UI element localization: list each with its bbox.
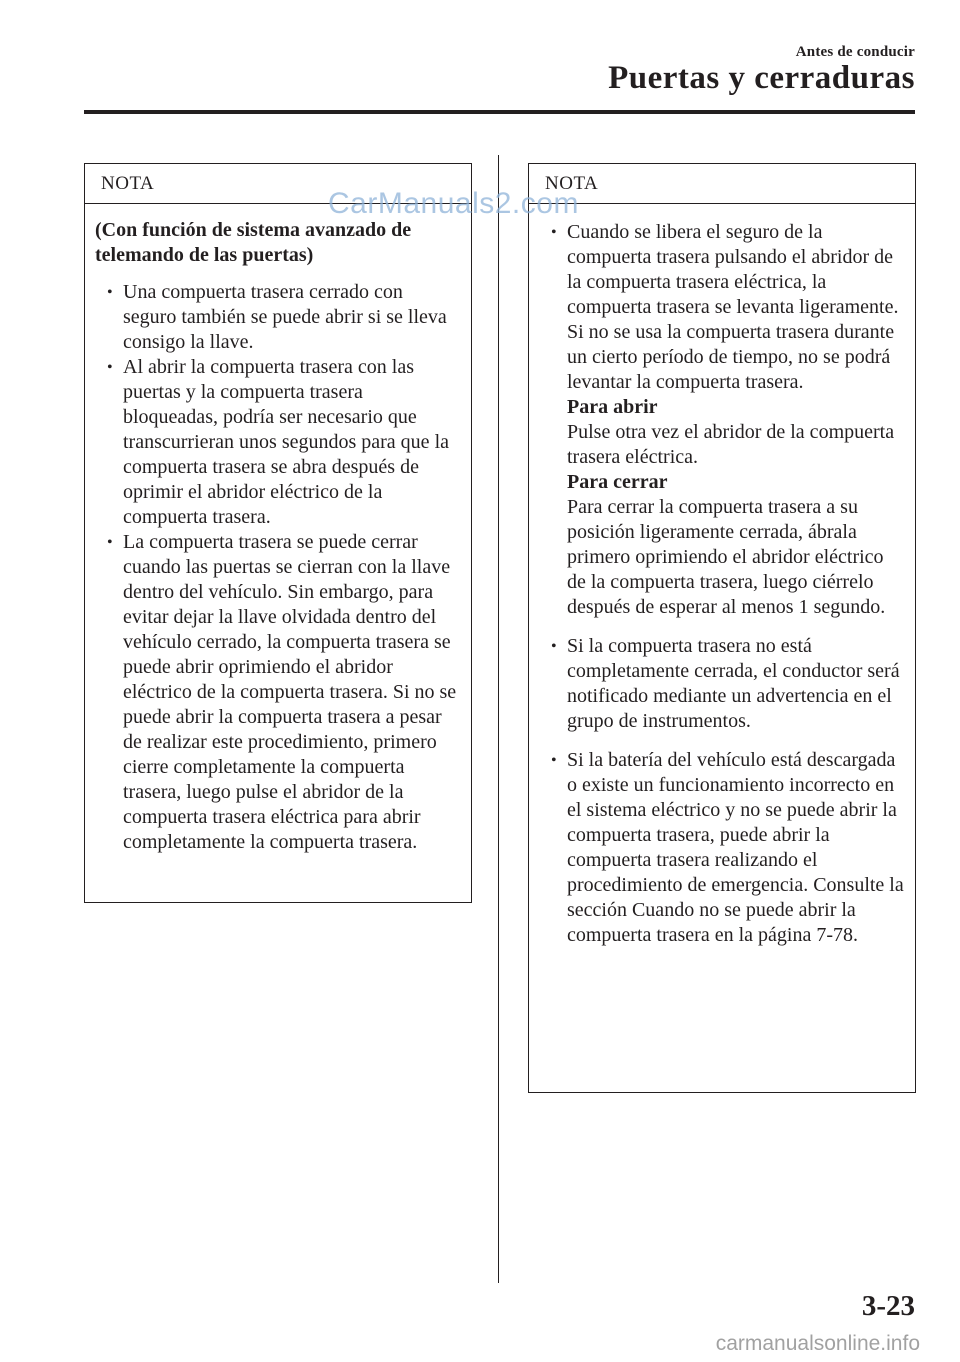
list-item-text: La compuerta trasera se puede cerrar cuando las puertas se cierran con la llave dentro del vehículo. Sin embargo, para evitar dejar la llave olvidada dentro del vehículo cerrado, la compuerta trasera se puede abrir oprimiendo el abridor eléctrico de la compuerta trasera. Si no se puede abrir la compuerta trasera a pesar de realizar este procedimiento, primero cierre completamente la compuerta trasera, luego pulse el abridor de la compuerta trasera eléctrica para abrir completamente la compuerta trasera. bbox=[123, 531, 457, 853]
note-body bbox=[529, 204, 915, 948]
list-item bbox=[539, 634, 905, 734]
page-number: 3-23 bbox=[861, 1290, 915, 1322]
list-item bbox=[539, 748, 905, 948]
list-item bbox=[95, 280, 461, 355]
note-heading: NOTA bbox=[85, 164, 471, 204]
list-item bbox=[95, 355, 461, 530]
close-text: Para cerrar la compuerta trasera a su posición ligeramente cerrada, ábrala primero oprimiendo el abridor eléctrico de la compuerta trasera, luego ciérrelo después de esperar al menos 1 segundo. bbox=[567, 496, 886, 618]
section-label: Antes de conducir bbox=[795, 44, 915, 60]
close-heading: Para cerrar bbox=[567, 471, 668, 493]
bullet: • bbox=[551, 752, 557, 769]
watermark: CarManuals2.com bbox=[328, 187, 579, 220]
bullet: • bbox=[107, 284, 113, 301]
list-item bbox=[95, 530, 461, 855]
bullet: • bbox=[107, 534, 113, 551]
list-item-text: Al abrir la compuerta trasera con las puertas y la compuerta trasera bloqueadas, podría ser necesario que transcurrieran unos segundos para que la compuerta trasera se abra después de oprimir el abridor eléctrico de la compuerta trasera. bbox=[123, 356, 449, 528]
open-heading: Para abrir bbox=[567, 396, 658, 418]
bullet: • bbox=[551, 638, 557, 655]
note-subheading: (Con función de sistema avanzado de telemando de las puertas) bbox=[95, 219, 412, 266]
note-body bbox=[85, 204, 471, 855]
list-item-text: Cuando se libera el seguro de la compuerta trasera pulsando el abridor de la compuerta trasera eléctrica, la compuerta trasera se levanta ligeramente. Si no se usa la compuerta trasera durante un cierto período de tiempo, no se podrá levantar la compuerta trasera. bbox=[567, 221, 899, 393]
column-divider bbox=[498, 155, 499, 1283]
open-text: Pulse otra vez el abridor de la compuerta trasera eléctrica. bbox=[567, 421, 895, 468]
list-item bbox=[539, 220, 905, 620]
bullet: • bbox=[107, 359, 113, 376]
footer-watermark: carmanualsonline.info bbox=[715, 1332, 920, 1355]
list-item-text: Una compuerta trasera cerrado con seguro también se puede abrir si se lleva consigo la llave. bbox=[123, 281, 447, 353]
list-item-text: Si la compuerta trasera no está completamente cerrada, el conductor será notificado mediante un advertencia en el grupo de instrumentos. bbox=[567, 635, 900, 732]
note-heading: NOTA bbox=[529, 164, 915, 204]
bullet: • bbox=[551, 224, 557, 241]
note-box-right bbox=[528, 163, 916, 1093]
list-item-text: Si la batería del vehículo está descargada o existe un funcionamiento incorrecto en el sistema eléctrico y no se puede abrir la compuerta trasera, puede abrir la compuerta trasera realizando el procedimiento de emergencia. Consulte la sección Cuando no se puede abrir la compuerta trasera en la página 7-78. bbox=[567, 749, 904, 946]
page-title: Puertas y cerraduras bbox=[608, 60, 915, 96]
note-box-left bbox=[84, 163, 472, 903]
header-rule bbox=[84, 110, 915, 114]
